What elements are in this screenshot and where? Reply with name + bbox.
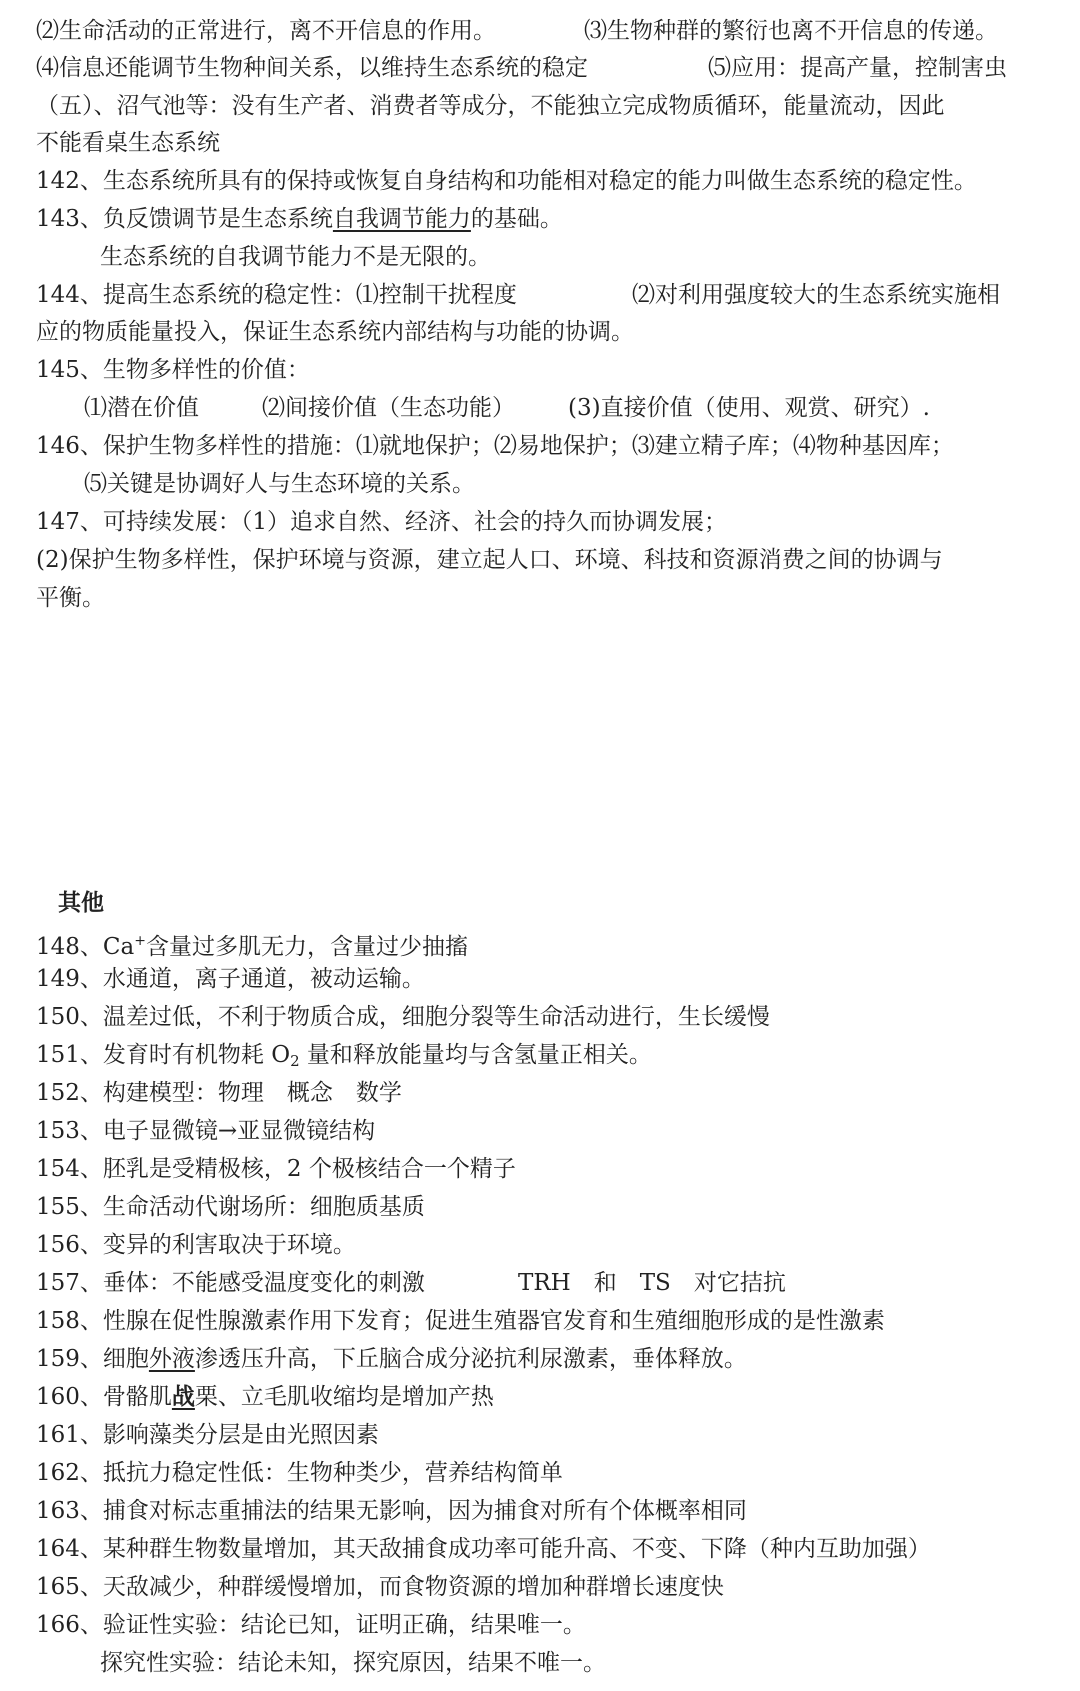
item-143 — [36, 204, 563, 234]
text-line: （五）、沼气池等：没有生产者、消费者等成分，不能独立完成物质循环，能量流动，因此 — [36, 93, 945, 119]
text-line: ⑷信息还能调节生物种间关系，以维持生态系统的稳定 — [36, 55, 588, 81]
item-146: 146、保护生物多样性的措施：⑴就地保护；⑵易地保护；⑶建立精子库；⑷物种基因库； — [36, 433, 954, 459]
item-151 — [36, 1040, 652, 1076]
item-153: 153、电子显微镜→亚显微镜结构 — [36, 1118, 376, 1144]
item-166: 166、验证性实验：结论已知，证明正确，结果唯一。 — [36, 1612, 586, 1638]
item-160-text: 栗、立毛肌收缩均是增加产热 — [194, 1384, 494, 1410]
item-146-cont: ⑸关键是协调好人与生态环境的关系。 — [84, 471, 475, 497]
text-line: ⑶生物种群的繁衍也离不开信息的传递。 — [584, 18, 998, 44]
underlined-term: 自我调节能力 — [332, 206, 471, 232]
item-145: 145、生物多样性的价值： — [36, 357, 310, 383]
item-163: 163、捕食对标志重捕法的结果无影响，因为捕食对所有个体概率相同 — [36, 1498, 747, 1524]
item-147-end: 平衡。 — [36, 585, 105, 611]
text-line: 不能看桌生态系统 — [36, 130, 220, 156]
item-144-cont: 应的物质能量投入，保证生态系统内部结构与功能的协调。 — [36, 319, 634, 345]
item-145-a: ⑴潜在价值 — [84, 395, 199, 421]
item-165: 165、天敌减少，种群缓慢增加，而食物资源的增加种群增长速度快 — [36, 1574, 724, 1600]
item-148 — [36, 926, 468, 962]
item-144: 144、提高生态系统的稳定性：⑴控制干扰程度 — [36, 282, 517, 308]
item-147: 147、可持续发展：（1）追求自然、经济、社会的持久而协调发展； — [36, 509, 728, 535]
item-152: 152、构建模型：物理 概念 数学 — [36, 1080, 402, 1106]
item-166-cont: 探究性实验：结论未知，探究原因，结果不唯一。 — [100, 1650, 606, 1676]
item-150: 150、温差过低，不利于物质合成，细胞分裂等生命活动进行，生长缓慢 — [36, 1004, 770, 1030]
item-159 — [36, 1344, 747, 1374]
underlined-term: 外液 — [148, 1346, 195, 1372]
item-160 — [36, 1382, 494, 1412]
item-151-text: 151、发育时有机物耗 O — [36, 1042, 291, 1068]
item-145-b: ⑵间接价值（生态功能） — [262, 395, 515, 421]
item-148-text: 148、Ca — [36, 934, 135, 960]
superscript: + — [134, 933, 146, 949]
item-145-c: (3)直接价值（使用、观赏、研究）. — [568, 395, 930, 421]
subscript: 2 — [290, 1052, 300, 1070]
section-heading: 其他 — [58, 889, 104, 916]
item-142: 142、生态系统所具有的保持或恢复自身结构和功能相对稳定的能力叫做生态系统的稳定性。 — [36, 168, 977, 194]
item-143-text: 的基础。 — [470, 206, 563, 232]
item-158: 158、性腺在促性腺激素作用下发育；促进生殖器官发育和生殖细胞形成的是性激素 — [36, 1308, 885, 1334]
item-147-cont: (2)保护生物多样性，保护环境与资源，建立起人口、环境、科技和资源消费之间的协调与 — [36, 547, 943, 573]
item-162: 162、抵抗力稳定性低：生物种类少，营养结构简单 — [36, 1460, 563, 1486]
item-159-text: 渗透压升高，下丘脑合成分泌抗利尿激素，垂体释放。 — [194, 1346, 747, 1372]
item-151-text: 量和释放能量均与含氢量正相关。 — [299, 1042, 652, 1068]
underlined-term: 战 — [171, 1383, 195, 1410]
item-148-text: 含量过多肌无力，含量过少抽搐 — [145, 934, 468, 960]
item-164: 164、某种群生物数量增加，其天敌捕食成功率可能升高、不变、下降（种内互助加强） — [36, 1536, 931, 1562]
item-143-note: 生态系统的自我调节能力不是无限的。 — [100, 244, 491, 270]
item-160-text: 160、骨骼肌 — [36, 1384, 172, 1410]
item-144-part2: ⑵对利用强度较大的生态系统实施相 — [632, 282, 1000, 308]
item-157: 157、垂体：不能感受温度变化的刺激 — [36, 1270, 425, 1296]
item-149: 149、水通道，离子通道，被动运输。 — [36, 966, 425, 992]
item-156: 156、变异的利害取决于环境。 — [36, 1232, 356, 1258]
item-155: 155、生命活动代谢场所：细胞质基质 — [36, 1194, 425, 1220]
item-159-text: 159、细胞 — [36, 1346, 149, 1372]
item-157-part2: TRH 和 TS 对它拮抗 — [518, 1270, 786, 1296]
item-161: 161、影响藻类分层是由光照因素 — [36, 1422, 379, 1448]
text-line: ⑸应用：提高产量，控制害虫 — [708, 55, 1007, 81]
item-154: 154、胚乳是受精极核，2 个极核结合一个精子 — [36, 1156, 516, 1182]
text-line: ⑵生命活动的正常进行，离不开信息的作用。 — [36, 18, 496, 44]
item-143-text: 143、负反馈调节是生态系统 — [36, 206, 333, 232]
